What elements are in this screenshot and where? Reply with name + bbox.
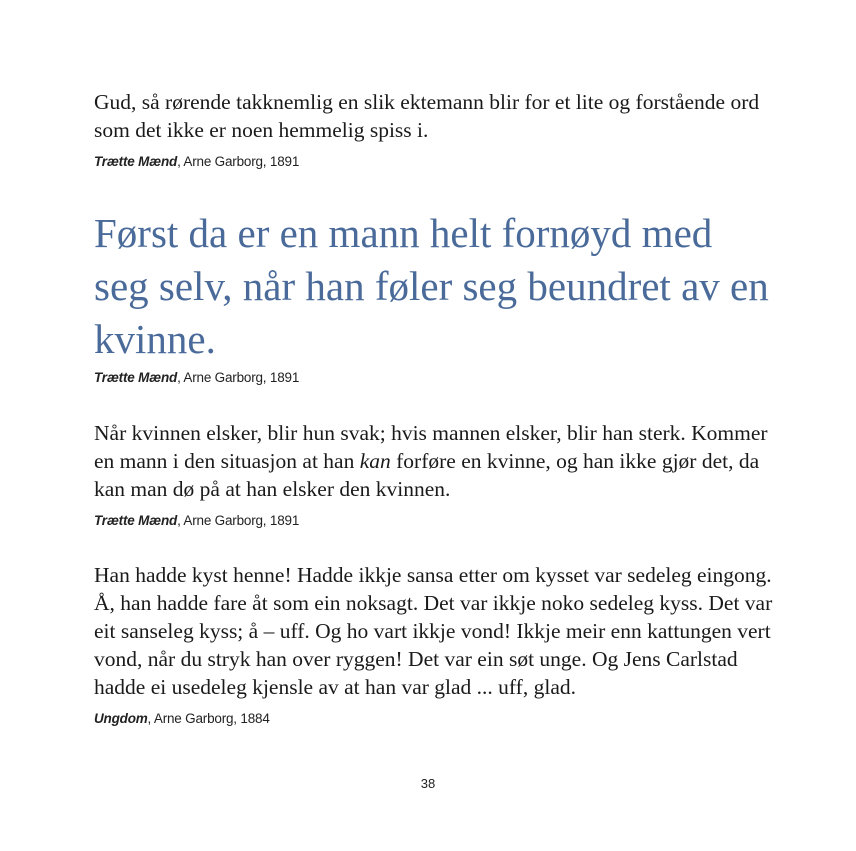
- source-attribution: , Arne Garborg, 1884: [147, 711, 270, 726]
- quote-block-3: [94, 419, 774, 528]
- pull-quote-text: Først da er en mann helt fornøyd med seg selv, når han føler seg beundret av en kvinne.: [94, 210, 769, 362]
- quote-text-part: forføre en kvinne, og han ikke gjør det, da kan man dø på at han elsker den kvinnen.: [94, 449, 760, 501]
- quote-text: Han hadde kyst henne! Hadde ikkje sansa etter om kysset var sedeleg eingong. Å, han hadde fare åt som ein noksagt. Det var ikkje noko sedeleg kyss. Det var eit sanseleg kyss; å – uff. Og ho vart ikkje vond! Ikkje meir enn kattungen vert vond, når du stryk han over ryggen! Det var ein søt unge. Og Jens Carlstad hadde ei usedeleg kjensle av at han var glad ... uff, glad.: [94, 563, 773, 699]
- source-work-title: Trætte Mænd: [94, 370, 178, 385]
- quote-emphasis: kan: [359, 449, 391, 473]
- source-work-title: Trætte Mænd: [94, 154, 178, 169]
- quote-source: [94, 711, 774, 726]
- quote-block-4: [94, 561, 774, 726]
- source-work-title: Trætte Mænd: [94, 513, 178, 528]
- quote-source: [94, 154, 774, 169]
- page-number: 38: [420, 776, 436, 791]
- source-work-title: Ungdom: [94, 711, 148, 726]
- quote-text: Gud, så rørende takknemlig en slik ektemann blir for et lite og forstående ord som det ikke er noen hemmelig spiss i.: [94, 90, 760, 142]
- quote-source: [94, 513, 774, 528]
- source-attribution: , Arne Garborg, 1891: [177, 513, 300, 528]
- quote-text-part: Når kvinnen elsker, blir hun svak; hvis mannen elsker, blir han sterk. Kommer en mann i den situasjon at han: [94, 421, 768, 473]
- source-attribution: , Arne Garborg, 1891: [177, 154, 300, 169]
- quote-source: [94, 370, 774, 385]
- quote-block-1: [94, 88, 774, 169]
- quote-block-2: [94, 207, 774, 385]
- quote-text: [94, 419, 774, 503]
- source-attribution: , Arne Garborg, 1891: [177, 370, 300, 385]
